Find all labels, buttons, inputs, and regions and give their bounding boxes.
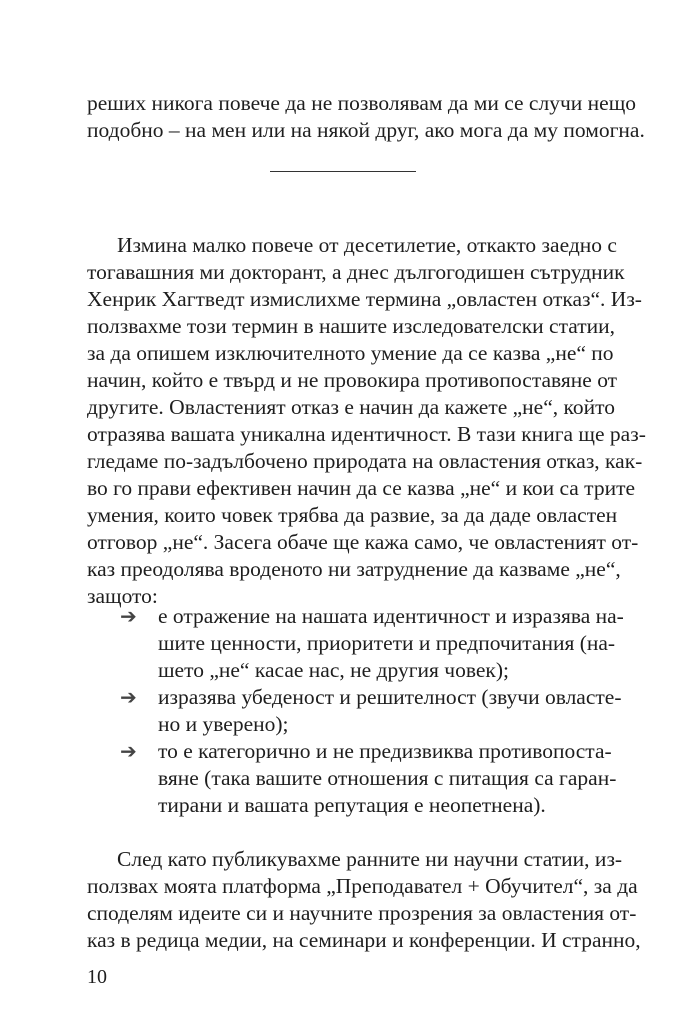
page-number: 10 — [87, 966, 107, 988]
paragraph-line: ползвах моята платформа „Преподавател + Обучител“, за да — [87, 874, 638, 898]
bullet-line: е отражение на нашата идентичност и изразява на- — [158, 604, 624, 628]
arrow-right-icon: ➔ — [120, 604, 137, 628]
arrow-right-icon: ➔ — [120, 685, 137, 709]
paragraph-line: во го прави ефективен начин да се казва „не“ и кои са трите — [87, 476, 636, 500]
paragraph-line: отразява вашата уникална идентичност. В тази книга ще раз- — [87, 422, 646, 446]
section-divider — [270, 171, 416, 172]
paragraph-line: защото: — [87, 584, 158, 608]
bullet-line: то е категорично и не предизвиква противопоста- — [158, 739, 612, 763]
paragraph-line: за да опишем изключителното умение да се казва „не“ по — [87, 341, 614, 365]
intro-line: подобно – на мен или на някой друг, ако мога да му помогна. — [87, 118, 645, 142]
bullet-line: тирани и вашата репутация е неопетнена). — [158, 793, 546, 817]
paragraph-line: отговор „не“. Засега обаче ще кажа само, че овластеният от- — [87, 530, 639, 554]
paragraph-line: Хенрик Хагтведт измислихме термина „овластен отказ“. Из- — [87, 287, 642, 311]
bullet-line: вяне (така вашите отношения с питащия са гаран- — [158, 766, 617, 790]
paragraph-line: начин, който е твърд и не провокира противопоставяне от — [87, 368, 618, 392]
bullet-line: шето „не“ касае нас, не другия човек); — [158, 658, 509, 682]
intro-line: реших никога повече да не позволявам да ми се случи нещо — [87, 91, 636, 115]
bullet-line: изразява убеденост и решителност (звучи овластe- — [158, 685, 622, 709]
bullet-line: шите ценности, приоритети и предпочитания (на- — [158, 631, 616, 655]
paragraph-line: другите. Овластеният отказ е начин да кажете „не“, който — [87, 395, 615, 419]
paragraph-line: гледаме по-задълбочено природата на овластения отказ, как- — [87, 449, 643, 473]
arrow-right-icon: ➔ — [120, 739, 137, 763]
paragraph-line: Измина малко повече от десетилетие, откакто заедно с — [117, 233, 617, 257]
bullet-line: но и уверено); — [158, 712, 289, 736]
paragraph-line: тогавашния ми докторант, а днес дългогодишен сътрудник — [87, 260, 625, 284]
paragraph-line: След като публикувахме ранните ни научни статии, из- — [117, 847, 623, 871]
paragraph-line: каз преодолява вроденото ни затруднение да казваме „не“, — [87, 557, 621, 581]
paragraph-line: споделям идеите си и научните прозрения за овластения от- — [87, 901, 637, 925]
paragraph-line: ползвахме този термин в нашите изследователски статии, — [87, 314, 615, 338]
paragraph-line: умения, които човек трябва да развие, за да даде овластен — [87, 503, 618, 527]
paragraph-line: каз в редица медии, на семинари и конференции. И странно, — [87, 928, 641, 952]
